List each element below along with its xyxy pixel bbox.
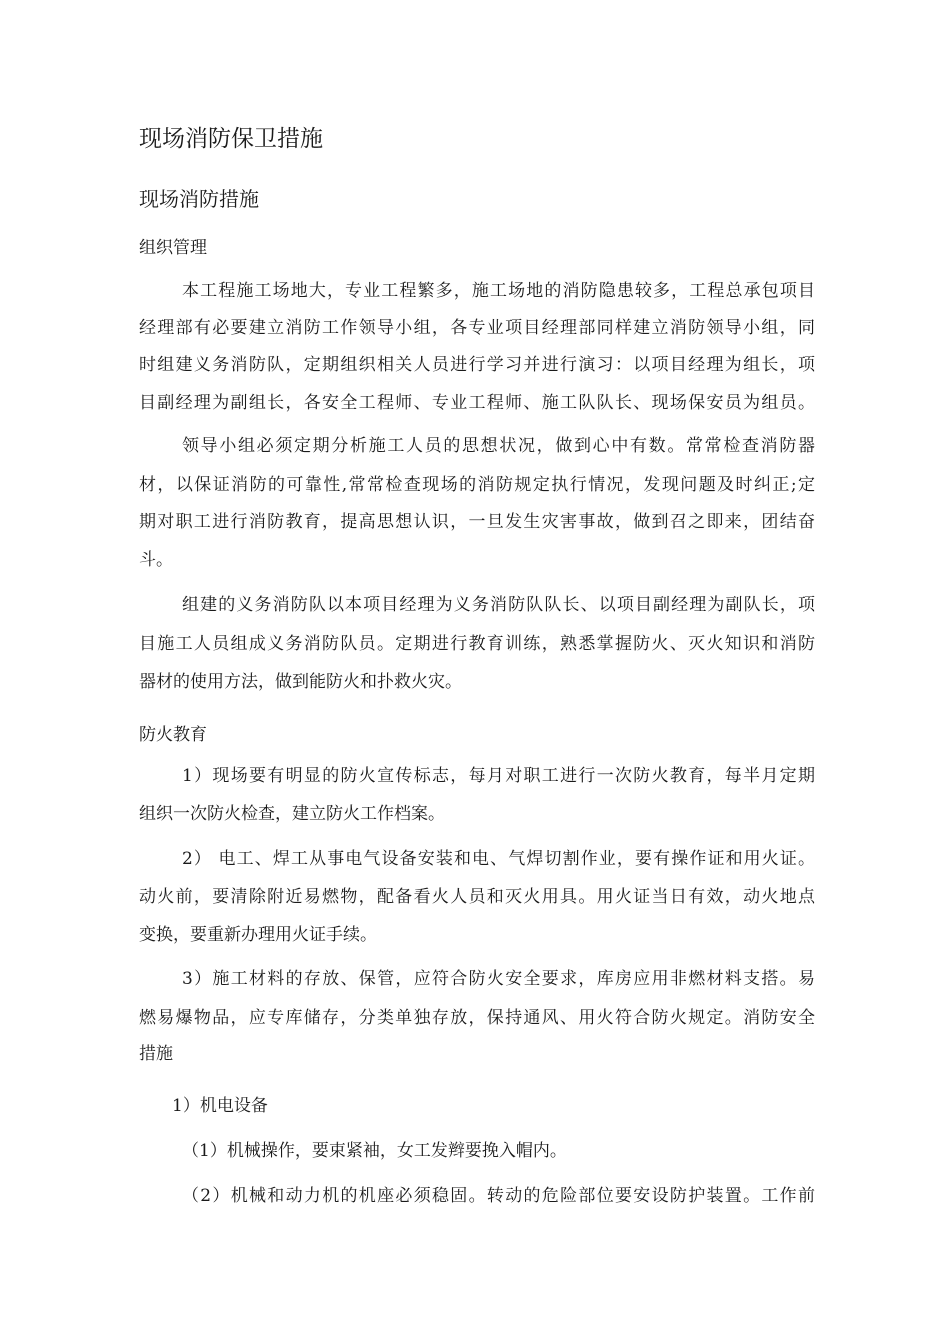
list-item-line: 动火前，要清除附近易燃物，配备看火人员和灭火用具。用火证当日有效，动火地点 bbox=[139, 887, 815, 907]
list-item-line: （1）机械操作，要束紧袖，女工发辫要挽入帽内。 bbox=[182, 1141, 567, 1161]
paragraph-line: 目副经理为副组长，各安全工程师、专业工程师、施工队队长、现场保安员为组员。 bbox=[139, 393, 815, 413]
paragraph-line: 器材的使用方法，做到能防火和扑救火灾。 bbox=[139, 672, 462, 692]
paragraph-line: 目施工人员组成义务消防队员。定期进行教育训练，熟悉掌握防火、灭火知识和消防 bbox=[139, 634, 815, 654]
org-management-heading: 组织管理 bbox=[139, 238, 207, 258]
paragraph-line: 时组建义务消防队，定期组织相关人员进行学习并进行演习：以项目经理为组长，项 bbox=[139, 355, 815, 375]
paragraph-line: 期对职工进行消防教育，提高思想认识，一旦发生灾害事故，做到召之即来，团结奋 bbox=[139, 512, 815, 532]
list-item-line: 3）施工材料的存放、保管，应符合防火安全要求，库房应用非燃材料支搭。易 bbox=[182, 969, 815, 989]
document-title: 现场消防保卫措施 bbox=[139, 126, 323, 152]
list-item-line: 1）现场要有明显的防火宣传标志，每月对职工进行一次防火教育，每半月定期 bbox=[182, 766, 815, 786]
list-item-line: 燃易爆物品，应专库储存，分类单独存放，保持通风、用火符合防火规定。消防安全 bbox=[139, 1008, 815, 1028]
mechanical-equipment-heading: 1）机电设备 bbox=[172, 1096, 268, 1116]
paragraph-line: 领导小组必须定期分析施工人员的思想状况，做到心中有数。常常检查消防器 bbox=[182, 436, 815, 456]
list-item-line: 变换，要重新办理用火证手续。 bbox=[139, 925, 377, 945]
list-item-line: 组织一次防火检查，建立防火工作档案。 bbox=[139, 804, 445, 824]
section-heading: 现场消防措施 bbox=[139, 187, 259, 211]
paragraph-line: 本工程施工场地大，专业工程繁多，施工场地的消防隐患较多，工程总承包项目 bbox=[182, 281, 815, 301]
fire-education-heading: 防火教育 bbox=[139, 725, 207, 745]
paragraph-line: 经理部有必要建立消防工作领导小组，各专业项目经理部同样建立消防领导小组，同 bbox=[139, 318, 815, 338]
list-item-line: 措施 bbox=[139, 1044, 173, 1064]
list-item-line: （2）机械和动力机的机座必须稳固。转动的危险部位要安设防护装置。工作前 bbox=[182, 1186, 815, 1206]
paragraph-line: 组建的义务消防队以本项目经理为义务消防队队长、以项目副经理为副队长，项 bbox=[182, 595, 815, 615]
paragraph-line: 材，以保证消防的可靠性,常常检查现场的消防规定执行情况，发现问题及时纠正;定 bbox=[139, 475, 815, 495]
list-item-line: 2） 电工、焊工从事电气设备安装和电、气焊切割作业，要有操作证和用火证。 bbox=[182, 849, 815, 869]
paragraph-line: 斗。 bbox=[139, 550, 173, 570]
